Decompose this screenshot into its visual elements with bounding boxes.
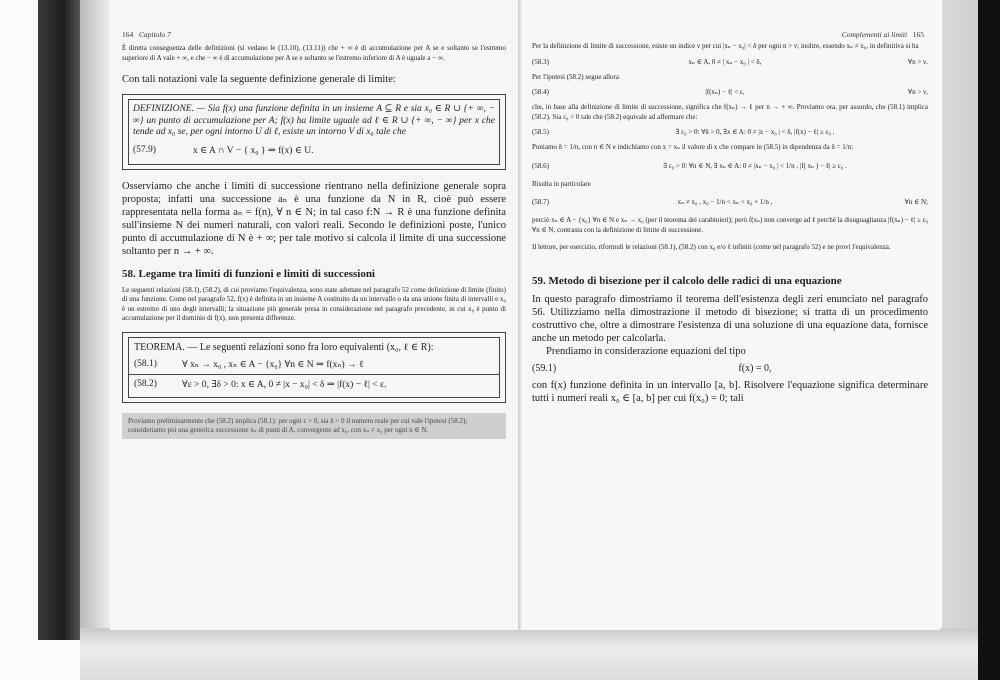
book-spine (38, 0, 80, 640)
right-para-1: Per la definizione di limite di successione, esiste un indice ν per cui |xₙ − x₀| < δ per ogni n > ν; inoltre, essendo xₙ ≠ x₀, in definitiva si ha (532, 42, 919, 50)
definition-box (122, 94, 506, 170)
eq-58-4-tail: ∀n > ν, (907, 88, 928, 96)
eq-58-3-tail: ∀n > ν. (907, 57, 928, 66)
theorem-box (122, 332, 506, 403)
section-59-title: 59. Metodo di bisezione per il calcolo delle radici di una equazione (532, 274, 842, 287)
right-para-5: Risulta in particolare (532, 179, 591, 188)
section-59-para: In questo paragrafo dimostriamo il teorema dell'esistenza degli zeri enunciato nel paragrafo 56. Utilizziamo nella dimostrazione il metodo di bisezione; si tratta di un procedimento costruttivo che, oltre a dimostrare l'esistenza di una soluzione di una equazione data, fornisce anche un metodo per calcolarla. (532, 293, 928, 344)
eq-58-2-number: (58.2) (134, 378, 157, 389)
theorem-title: TEOREMA. — Le seguenti relazioni sono fra loro equivalenti (x₀, ℓ ∈ R): (134, 341, 434, 353)
left-page-number: 164 (122, 30, 134, 39)
proof-start: Proviamo preliminarmente che (58.2) implica (58.1): per ogni ε > 0, sia δ > 0 il numero reale per cui vale l'ipotesi (58.2); consideriamo poi una generica successione xₙ di punti di A, convergente ad x₀, con xₙ ≠ x₀ per ogni n ∈ N. (122, 413, 506, 439)
eq-58-5-number: (58.5) (532, 128, 549, 136)
lead-paragraph: Con tali notazioni vale la seguente definizione generale di limite: (122, 74, 396, 85)
section-59-para-3: con f(x) funzione definita in un intervallo [a, b]. Risolvere l'equazione significa determinare tutti i numeri reali x₀ ∈ [a, b] per cui f(x₀) = 0; tali (532, 379, 928, 404)
right-para-4: Poniamo δ = 1/n, con n ∈ N e indichiamo con x = xₙ il valore di x che compare in (58.5) in dipendenza da δ = 1/n: (532, 143, 854, 151)
right-para-6: perciò xₙ ∈ A − {x₀} ∀n ∈ N e xₙ → x₀ (per il teorema dei carabinieri); però f(xₙ) non converge ad ℓ perché la disuguaglianza |f(xₙ) − ℓ| ≥ ε₀ ∀n ∈ N, contrasta con la definizione di limite di successione. (532, 216, 928, 234)
right-running-head (842, 30, 924, 39)
background-edge (978, 0, 1000, 680)
eq-58-3-body: xₙ ∈ A, 0 ≠ | xₙ − x₀ | < δ, (688, 57, 762, 66)
eq-58-1-number: (58.1) (134, 358, 157, 369)
left-page (110, 0, 520, 630)
left-chapter-title: Capitolo 7 (138, 30, 171, 39)
right-para-7: Il lettore, per esercizio, riformuli le relazioni (58.1), (58.2) con x₀ e/o ℓ infiniti (come nel paragrafo 52) e ne provi l'equivalenza. (532, 243, 891, 251)
eq-58-6 (532, 162, 928, 171)
right-para-3: che, in base alla definizione di limite di successione, significa che f(xₙ) → ℓ per n → + ∞. Proviamo ora, per assurdo, che (58.1) implica (58.2). Sia ε₀ > 0 tale che (58.2) equivale ad affermare che: (532, 103, 928, 121)
eq-59-1 (532, 364, 928, 373)
intro-paragraph: È diretta conseguenza delle definizioni (si vedano le (13.10), (13.11)) che + ∞ è di accumulazione per A se e soltanto se l'estremo superiore di A vale + ∞, e che − ∞ è di accumulazione per A se e soltanto se l'estremo inferiore di A è uguale a − ∞. (122, 44, 506, 62)
section-59-para-2: Prendiamo in considerazione equazioni del tipo (546, 345, 746, 357)
eq-58-4 (532, 88, 928, 97)
eq-58-2: ∀ε > 0, ∃δ > 0: x ∈ A, 0 ≠ |x − x₀| < δ ⇒ |f(x) − ℓ| < ε. (182, 379, 387, 390)
eq-58-7-tail: ∀n ∈ N; (904, 198, 928, 206)
eq-58-7 (532, 198, 928, 207)
eq-58-1: ∀ xₙ → x₀ , xₙ ∈ A − {x₀} ∀n ∈ N ⇒ f(xₙ) → ℓ (182, 359, 364, 370)
eq-57-9: x ∈ A ∩ V − { x₀ } ⇒ f(x) ∈ U. (193, 145, 314, 156)
section-58-text: Le seguenti relazioni (58.1), (58.2), di cui proviamo l'equivalenza, sono state adottate nel paragrafo 52 come definizione di limite (finito) di una funzione. Come nel paragrafo 52, f(x) è definita in un insieme A costituito da un intervallo o da una unione finita di intervalli e x₀ è un estremo di uno degli intervalli; la situazione più generale presa in considerazione nel paragrafo precedente, in cui x₀ è punto di accumulazione per il dominio di f(x), non presenta differenze. (122, 285, 506, 322)
eq-59-1-body: f(x) = 0, (738, 362, 772, 374)
eq-58-3-number: (58.3) (532, 57, 549, 66)
eq-57-9-number: (57.9) (133, 144, 156, 155)
eq-58-4-body: |f(xₙ) − ℓ| < ε, (705, 88, 745, 96)
section-58-title: 58. Legame tra limiti di funzioni e limiti di successioni (122, 267, 375, 280)
right-page (522, 0, 940, 630)
page-edge (942, 0, 978, 680)
eq-58-7-body: xₙ ≠ x₀ , x₀ − 1/n < xₙ < x₀ + 1/n , (677, 198, 773, 206)
right-page-number: 165 (912, 30, 924, 39)
eq-58-5 (532, 128, 928, 137)
left-running-head (122, 30, 171, 39)
eq-58-5-body: ∃ ε₀ > 0: ∀δ > 0, ∃x ∈ A: 0 ≠ |x − x₀ | < δ, |f(x) − ℓ| ≥ ε₀ . (675, 128, 835, 136)
eq-58-3 (532, 58, 928, 67)
eq-58-6-body: ∃ ε₀ > 0: ∀n ∈ N, ∃ xₙ ∈ A: 0 ≠ |xₙ − x₀ | < 1/n , |f( xₙ ) − ℓ| ≥ ε₀ . (663, 161, 847, 170)
right-para-2: Per l'ipotesi (58.2) segue allora (532, 72, 619, 81)
right-chapter-title: Complementi ai limiti (841, 30, 908, 39)
eq-58-7-number: (58.7) (532, 198, 549, 206)
eq-58-6-number: (58.6) (532, 161, 549, 170)
sequence-paragraph: Osserviamo che anche i limiti di successione rientrano nella definizione generale sopra proposta; infatti una successione aₙ è una funzione da N in R, cioè può essere rappresentata nella forma aₙ = f(n), ∀ n ∈ N; in tal caso f:N → R è una funzione definita sull'insieme N dei numeri naturali, con valori reali. Secondo le definizioni poste, l'unico punto di accumulazione di N è + ∞; per tale motivo si calcola il limite di una successione soltanto per n → + ∞. (122, 180, 506, 257)
definition-text: DEFINIZIONE. — Sia f(x) una funzione definita in un insieme A ⊆ R e sia x₀ ∈ R ∪ {+ ∞, − ∞} un punto di accumulazione per A; f(x) ha limite uguale ad ℓ ∈ R ∪ {+ ∞, − ∞} per x che tende ad x₀ se, per ogni intorno U di ℓ, esiste un intorno V di x₀ tale che (133, 104, 495, 137)
spine-shadow (80, 0, 110, 640)
eq-58-4-number: (58.4) (532, 88, 549, 96)
page-bottom-edge (80, 628, 978, 680)
eq-59-1-number: (59.1) (532, 362, 557, 374)
